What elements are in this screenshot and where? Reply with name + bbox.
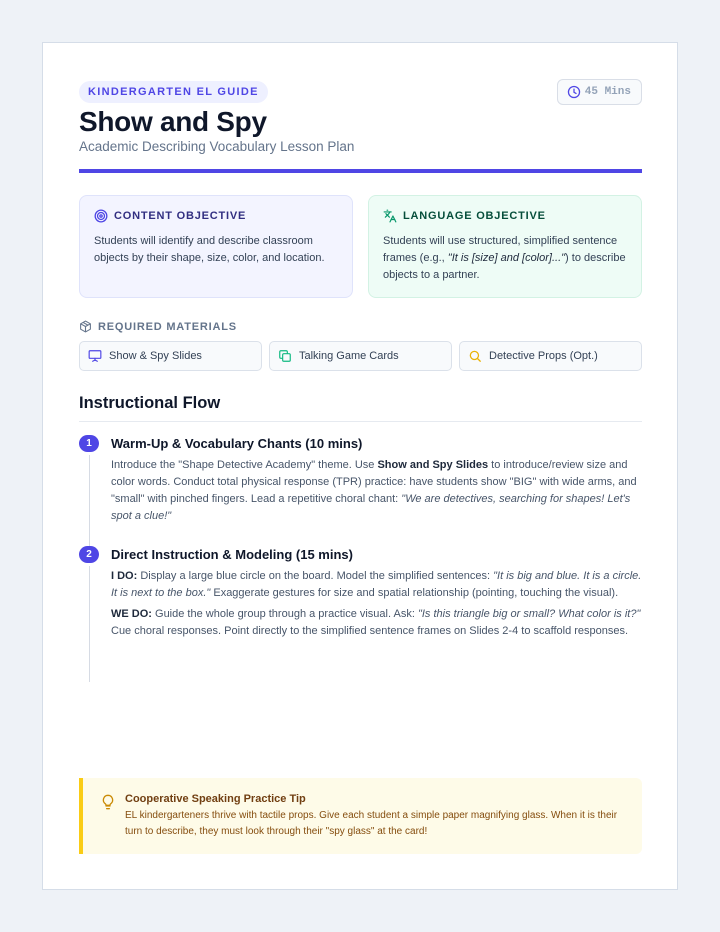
section-title-instructional-flow: Instructional Flow [79, 394, 642, 422]
material-label: Talking Game Cards [299, 350, 399, 362]
language-objective-text: Students will use structured, simplified sentence frames (e.g., "It is [size] and [color]...") to describe objects to a partner. [383, 235, 626, 281]
page-header [79, 79, 642, 173]
content-objective-header [94, 209, 338, 223]
lightbulb-icon [100, 793, 116, 811]
duration-chip [557, 79, 642, 105]
duration-label: 45 Mins [584, 86, 631, 98]
i-do-paragraph: I DO: Display a large blue circle on the board. Model the simplified sentences: "It is big and blue. It is a circle. It is next to the box." Exaggerate gestures for size and spatial relationship (pointing, touching the visual). [111, 570, 642, 599]
language-objective-header [383, 209, 627, 223]
presentation-icon [88, 349, 102, 363]
translate-icon [383, 209, 397, 223]
lesson-plan-page [42, 42, 678, 890]
content-objective-label: CONTENT OBJECTIVE [114, 210, 247, 222]
material-label: Show & Spy Slides [109, 350, 202, 362]
timeline-line [89, 566, 90, 682]
target-icon [94, 209, 108, 223]
page-subtitle: Academic Describing Vocabulary Lesson Plan [79, 139, 355, 154]
material-label: Detective Props (Opt.) [489, 350, 598, 362]
step-description [111, 568, 642, 640]
material-item-slides [79, 341, 262, 371]
sentence-frame-example: "It is [size] and [color]..." [447, 252, 566, 264]
step-number: 1 [79, 435, 99, 452]
magnifier-icon [468, 349, 482, 363]
step-title: Direct Instruction & Modeling (15 mins) [111, 547, 353, 562]
materials-header [79, 320, 237, 333]
tip-title: Cooperative Speaking Practice Tip [125, 793, 306, 805]
timeline-line [89, 455, 90, 551]
language-objective-card [368, 195, 642, 298]
we-do-paragraph: WE DO: Guide the whole group through a practice visual. Ask: "Is this triangle big or small? What color is it?" Cue choral responses. Point directly to the simplified sentence frames on Slides 2-4 to scaffold responses. [111, 608, 641, 637]
chant-quote: "We are detectives, searching for shapes! Let's spot a clue!" [111, 493, 631, 522]
slides-reference: Show and Spy Slides [377, 459, 489, 471]
page-title: Show and Spy [79, 106, 267, 137]
materials-label: REQUIRED MATERIALS [98, 320, 237, 333]
material-item-props [459, 341, 642, 371]
guide-badge: KINDERGARTEN EL GUIDE [79, 81, 268, 103]
package-icon [79, 320, 92, 333]
step-description: Introduce the "Shape Detective Academy" theme. Use Show and Spy Slides to introduce/review size and color words. Conduct total physical response (TPR) practice: have students show "BIG" with wide arms, and "small" with pinched fingers. Lead a repetitive choral chant: "We are detectives, searching for shapes! Let's spot a clue!" [111, 459, 637, 522]
content-objective-card [79, 195, 353, 298]
step-number: 2 [79, 546, 99, 563]
content-objective-text: Students will identify and describe classroom objects by their shape, size, color, and location. [94, 235, 325, 264]
clock-icon [567, 85, 581, 99]
tip-text: EL kindergarteners thrive with tactile props. Give each student a simple paper magnifying glass. When it is their turn to describe, they must look through their "spy glass" at the card! [125, 810, 618, 837]
cards-icon [278, 349, 292, 363]
language-objective-label: LANGUAGE OBJECTIVE [403, 210, 546, 222]
practice-tip-callout [79, 778, 642, 854]
step-title: Warm-Up & Vocabulary Chants (10 mins) [111, 436, 363, 451]
material-item-cards [269, 341, 452, 371]
